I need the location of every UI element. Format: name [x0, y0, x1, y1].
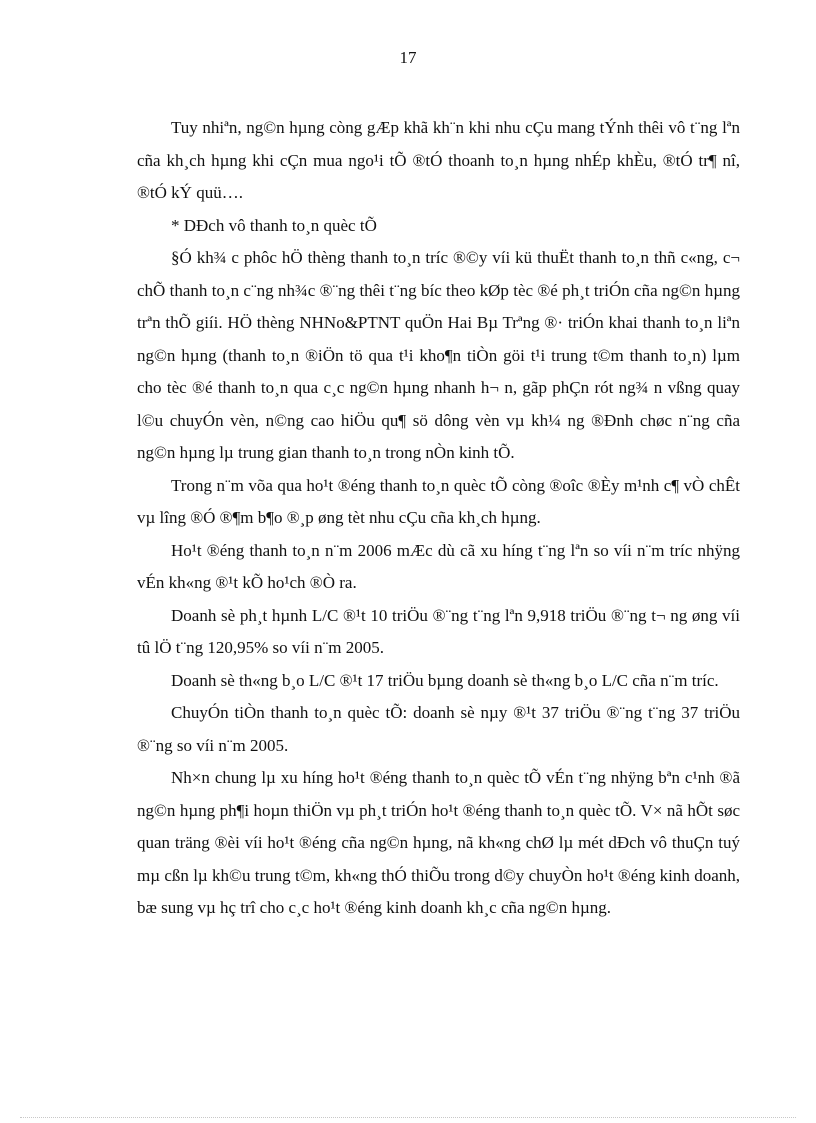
section-heading: * DÐch vô thanh to¸n quèc tÕ [171, 215, 377, 235]
paragraph: §Ó kh¾ c phôc hÖ thèng thanh to¸n tríc ®©y víi kü thuËt thanh to¸n thñ c«ng, c¬ chÕ thanh to¸n c¨ng nh¾c ®¨ng thêi t¨ng bíc theo kØp tèc ®é ph¸t triÓn cña ng©n hµng trªn thÕ giíi. HÖ thèng NHNo&PTNT quÖn Hai Bµ Trªng ®· triÓn khai thanh to¸n liªn ng©n hµng (thanh to¸n ®iÖn tö qua t¹i kho¶n tiÒn göi t¹i trung t©m thanh to¸n) lµm cho tèc ®é thanh to¸n qua c¸c ng©n hµng nhanh h¬ n, gãp phÇn rót ng¾ n vßng quay l©u chuyÓn vèn, n©ng cao hiÖu qu¶ sö dông vèn vµ kh¼ ng ®Ðnh chøc n¨ng cña ng©n hµng lµ trung gian thanh to¸n trong nÒn kinh tÕ. [137, 248, 740, 462]
paragraph: ChuyÓn tiÒn thanh to¸n quèc tÕ: doanh sè nµy ®¹t 37 triÖu ®¨ng t¨ng 37 triÖu ®¨ng so víi n¨m 2005. [137, 703, 740, 755]
body-text [137, 112, 740, 925]
paragraph: Tuy nhiªn, ng©n hµng còng gÆp khã kh¨n khi nhu cÇu mang tÝnh thêi vô t¨ng lªn cña kh¸ch hµng khi cÇn mua ngo¹i tÕ ®tÓ thoanh to¸n hµng nhÉp khÈu, ®tÓ tr¶ nî, ®tÓ kÝ quü…. [137, 118, 740, 202]
page-bottom-divider [20, 1117, 796, 1118]
page-number: 17 [399, 48, 417, 67]
paragraph: Doanh sè th«ng b¸o L/C ®¹t 17 triÖu bµng doanh sè th«ng b¸o L/C cña n¨m tríc. [171, 670, 719, 690]
paragraph: Doanh sè ph¸t hµnh L/C ®¹t 10 triÖu ®¨ng t¨ng lªn 9,918 triÖu ®¨ng t¬ ng øng víi tû lÖ t¨ng 120,95% so víi n¨m 2005. [137, 605, 740, 657]
paragraph: Trong n¨m võa qua ho¹t ®éng thanh to¸n quèc tÕ còng ®oîc ®Èy m¹nh c¶ vÒ chÊt vµ lîng ®Ó ®¶m b¶o ®¸p øng tèt nhu cÇu cña kh¸ch hµng. [137, 475, 740, 527]
paragraph: Nh×n chung lµ xu híng ho¹t ®éng thanh to¸n quèc tÕ vÉn t¨ng nhÿng bªn c¹nh ®ã ng©n hµng ph¶i hoµn thiÖn vµ ph¸t triÓn ho¹t ®éng thanh to¸n quèc tÕ. V× nã hÕt søc quan träng ®èi víi ho¹t ®éng cña ng©n hµng, nã kh«ng chØ lµ mét dÐch vô thuÇn tuý mµ cßn lµ kh©u trung t©m, kh«ng thÓ thiÕu trong d©y chuyÒn ho¹t ®éng kinh doanh, bæ sung vµ hç trî cho c¸c ho¹t ®éng kinh doanh kh¸c cña ng©n hµng. [137, 768, 740, 917]
paragraph: Ho¹t ®éng thanh to¸n n¨m 2006 mÆc dù cã xu híng t¨ng lªn so víi n¨m tríc nhÿng vÉn kh«ng ®¹t kÕ ho¹ch ®Ò ra. [137, 540, 740, 592]
